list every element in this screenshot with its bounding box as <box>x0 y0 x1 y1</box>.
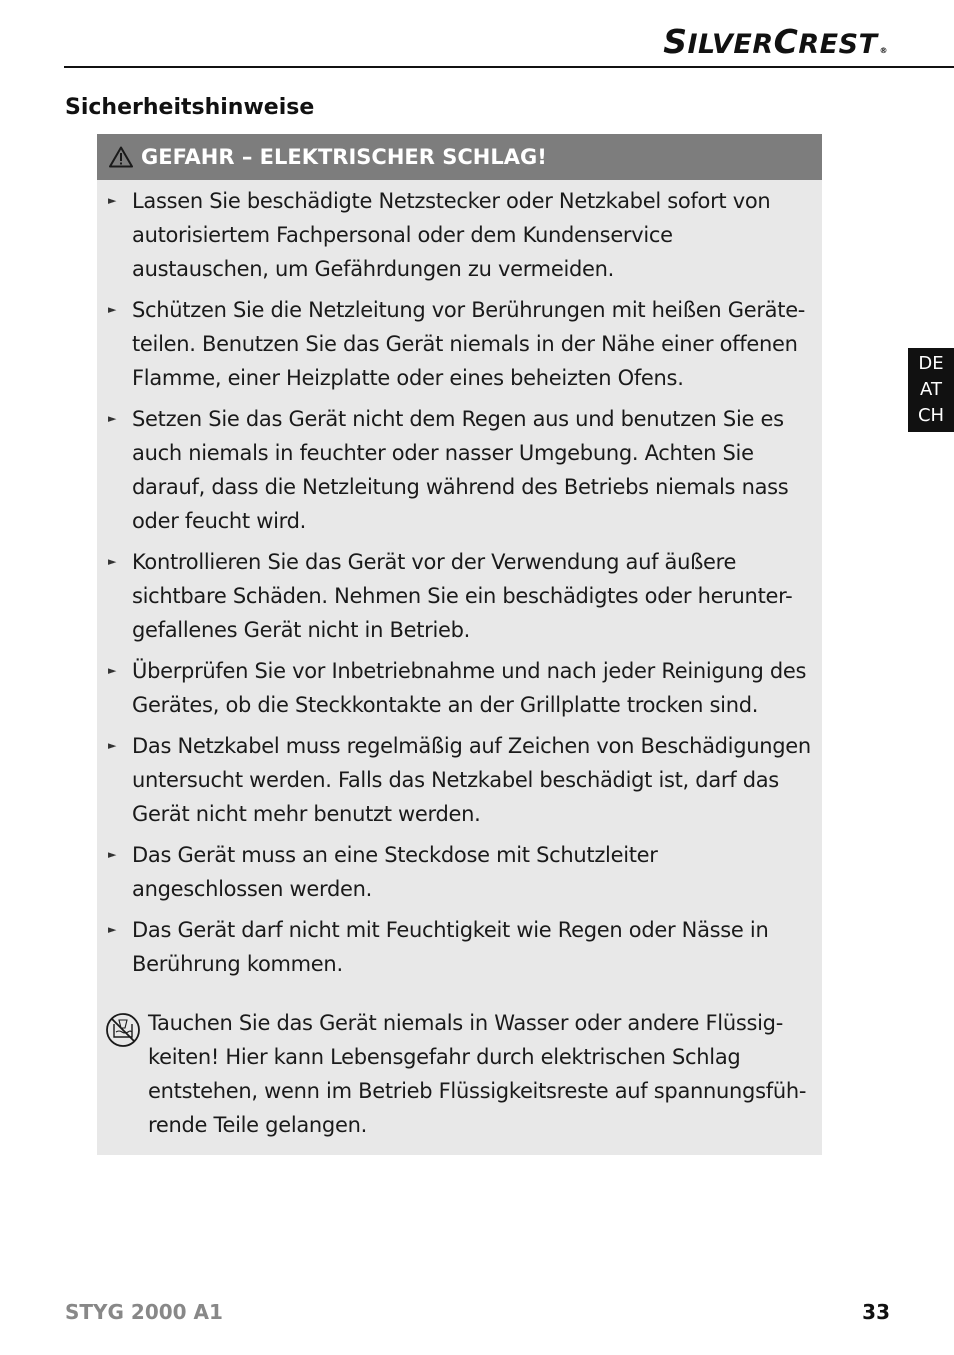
list-item <box>97 402 822 538</box>
language-ch: CH <box>917 405 945 426</box>
list-item <box>97 838 822 906</box>
section-title: Sicherheitshinweise <box>65 95 315 120</box>
list-item <box>97 913 822 981</box>
immersion-note <box>97 1006 822 1142</box>
list-item-text: Setzen Sie das Gerät nicht dem Regen aus und benutzen Sie es auch niemals in feuchter oder nasser Umgebung. Achten Sie darauf, dass die Netzleitung während des Betriebs niemals nass oder feucht wird. <box>132 407 789 533</box>
note-text: Tauchen Sie das Gerät niemals in Wasser oder andere Flüssig-keiten! Hier kann Lebensgefahr durch elektrischen Schlag entstehen, wenn im Betrieb Flüssigkeitsreste auf spannungsfüh-rende Teile gelangen. <box>148 1011 807 1137</box>
warning-list <box>97 184 822 988</box>
list-item-text: Lassen Sie beschädigte Netzstecker oder Netzkabel sofort von autorisiertem Fachpersonal oder dem Kundenservice austauschen, um Gefährdungen zu vermeiden. <box>132 189 771 281</box>
brand-initial-s: S <box>663 22 688 61</box>
warning-header <box>97 134 822 180</box>
registered-mark: ® <box>879 46 888 55</box>
list-item <box>97 184 822 286</box>
arrow-bullet-icon: ► <box>108 739 117 752</box>
warning-box <box>97 134 822 1155</box>
list-item-text: Das Netzkabel muss regelmäßig auf Zeichen von Beschädigungen untersucht werden. Falls das Netzkabel beschädigt ist, darf das Gerät nicht mehr benutzt werden. <box>132 734 811 826</box>
list-item <box>97 654 822 722</box>
arrow-bullet-icon: ► <box>108 848 117 861</box>
list-item <box>97 545 822 647</box>
list-item-text: Das Gerät muss an eine Steckdose mit Schutzleiter angeschlossen werden. <box>132 843 658 901</box>
language-at: AT <box>920 379 942 400</box>
arrow-bullet-icon: ► <box>108 194 117 207</box>
no-immersion-icon <box>105 1012 141 1048</box>
brand-initial-c: C <box>773 22 799 61</box>
header-divider <box>64 66 954 68</box>
arrow-bullet-icon: ► <box>108 923 117 936</box>
page-number: 33 <box>862 1300 890 1324</box>
language-tab <box>908 348 954 432</box>
list-item-text: Das Gerät darf nicht mit Feuchtigkeit wie Regen oder Nässe in Berührung kommen. <box>132 918 769 976</box>
brand-logo <box>663 22 888 61</box>
arrow-bullet-icon: ► <box>108 303 117 316</box>
arrow-bullet-icon: ► <box>108 412 117 425</box>
arrow-bullet-icon: ► <box>108 664 117 677</box>
list-item <box>97 293 822 395</box>
list-item-text: Überprüfen Sie vor Inbetriebnahme und nach jeder Reinigung des Gerätes, ob die Steckkontakte an der Grillplatte trocken sind. <box>132 659 807 717</box>
brand-part-rest: REST <box>798 29 878 60</box>
warning-triangle-icon <box>109 146 133 168</box>
list-item-text: Kontrollieren Sie das Gerät vor der Verwendung auf äußere sichtbare Schäden. Nehmen Sie ein beschädigtes oder herunter-gefallenes Gerät nicht in Betrieb. <box>132 550 793 642</box>
arrow-bullet-icon: ► <box>108 555 117 568</box>
list-item <box>97 729 822 831</box>
brand-part-ilver: ILVER <box>687 29 774 60</box>
language-de: DE <box>918 353 944 374</box>
footer-model: STYG 2000 A1 <box>65 1300 223 1324</box>
warning-title: GEFAHR – ELEKTRISCHER SCHLAG! <box>141 145 547 169</box>
list-item-text: Schützen Sie die Netzleitung vor Berührungen mit heißen Geräte-teilen. Benutzen Sie das Gerät niemals in der Nähe einer offenen Flamme, einer Heizplatte oder eines beheizten Ofens. <box>132 298 806 390</box>
